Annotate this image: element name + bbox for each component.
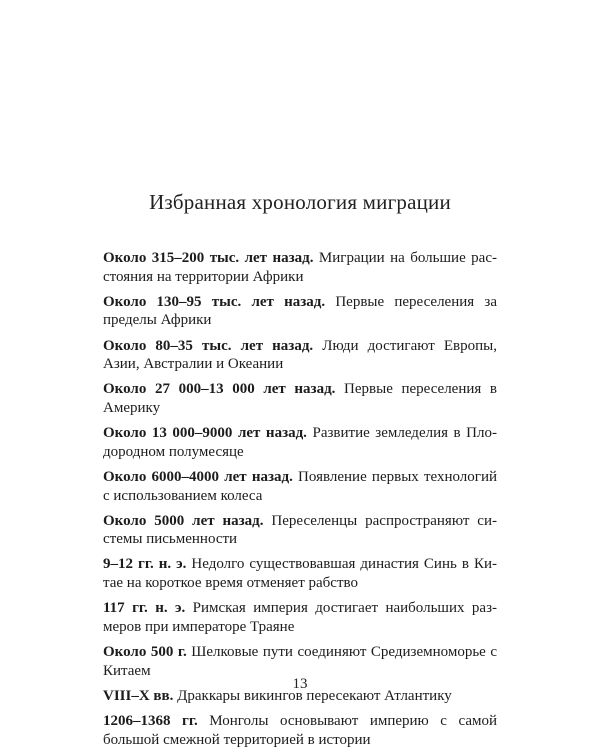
entry-date: Около 13 000–9000 лет назад. — [103, 425, 307, 442]
entry-date: 9–12 гг. н. э. — [103, 556, 187, 573]
entry-date: Около 5000 лет назад. — [103, 512, 264, 529]
entry-text: Развитие земледелия в Плодородном полумесяце — [103, 425, 497, 460]
chronology-entry — [103, 380, 497, 417]
entry-text: Монголы основывают империю с самой большой смежной территорией в истории — [103, 713, 498, 748]
entry-date: Около 6000–4000 лет назад. — [103, 468, 293, 485]
chronology-entry — [103, 512, 497, 549]
entry-text: Появление первых технологий с использованием колеса — [103, 468, 497, 504]
entry-text: Люди достигают Европы, Азии, Австралии и Океании — [103, 337, 497, 373]
chronology-entry — [103, 293, 497, 330]
entry-date: Около 500 г. — [103, 644, 187, 661]
entry-text: Недолго существовавшая династия Синь в Китае на короткое время отменяет рабство — [103, 556, 497, 592]
page-title: Избранная хронология миграции — [149, 190, 451, 214]
entry-text: Римская империя достигает наибольших размеров при императоре Траяне — [103, 600, 497, 635]
entry-text: Первые переселения за пределы Африки — [103, 293, 497, 329]
entry-date: Около 80–35 тыс. лет назад. — [103, 337, 314, 354]
entry-text: Первые переселения в Америку — [103, 381, 498, 416]
entry-date: 1206–1368 гг. — [103, 713, 198, 729]
entry-text: Шелковые пути соединяют Средиземноморье с Китаем — [103, 644, 497, 679]
chronology-entry — [103, 424, 497, 461]
chronology-entry — [103, 337, 497, 374]
entry-date: Около 130–95 тыс. лет назад. — [103, 293, 326, 310]
entry-date: VIII–X вв. — [103, 687, 174, 704]
chronology-entry — [103, 249, 497, 286]
chronology-entry — [103, 712, 497, 749]
entry-date: 117 гг. н. э. — [103, 600, 186, 617]
chronology-entry — [103, 468, 497, 505]
entry-text: Драккары викингов пересекают Атлантику — [173, 687, 452, 704]
chronology-entry — [103, 555, 497, 592]
chronology-entry — [103, 599, 497, 636]
entry-date: Около 315–200 тыс. лет назад. — [103, 250, 314, 266]
chronology-entry — [103, 643, 497, 680]
page-number: 13 — [292, 676, 308, 692]
entry-text: Переселенцы распространяют системы письменности — [103, 512, 497, 548]
entry-text: Миграции на большие расстояния на территории Африки — [103, 250, 497, 285]
entry-date: Около 27 000–13 000 лет назад. — [103, 381, 336, 398]
